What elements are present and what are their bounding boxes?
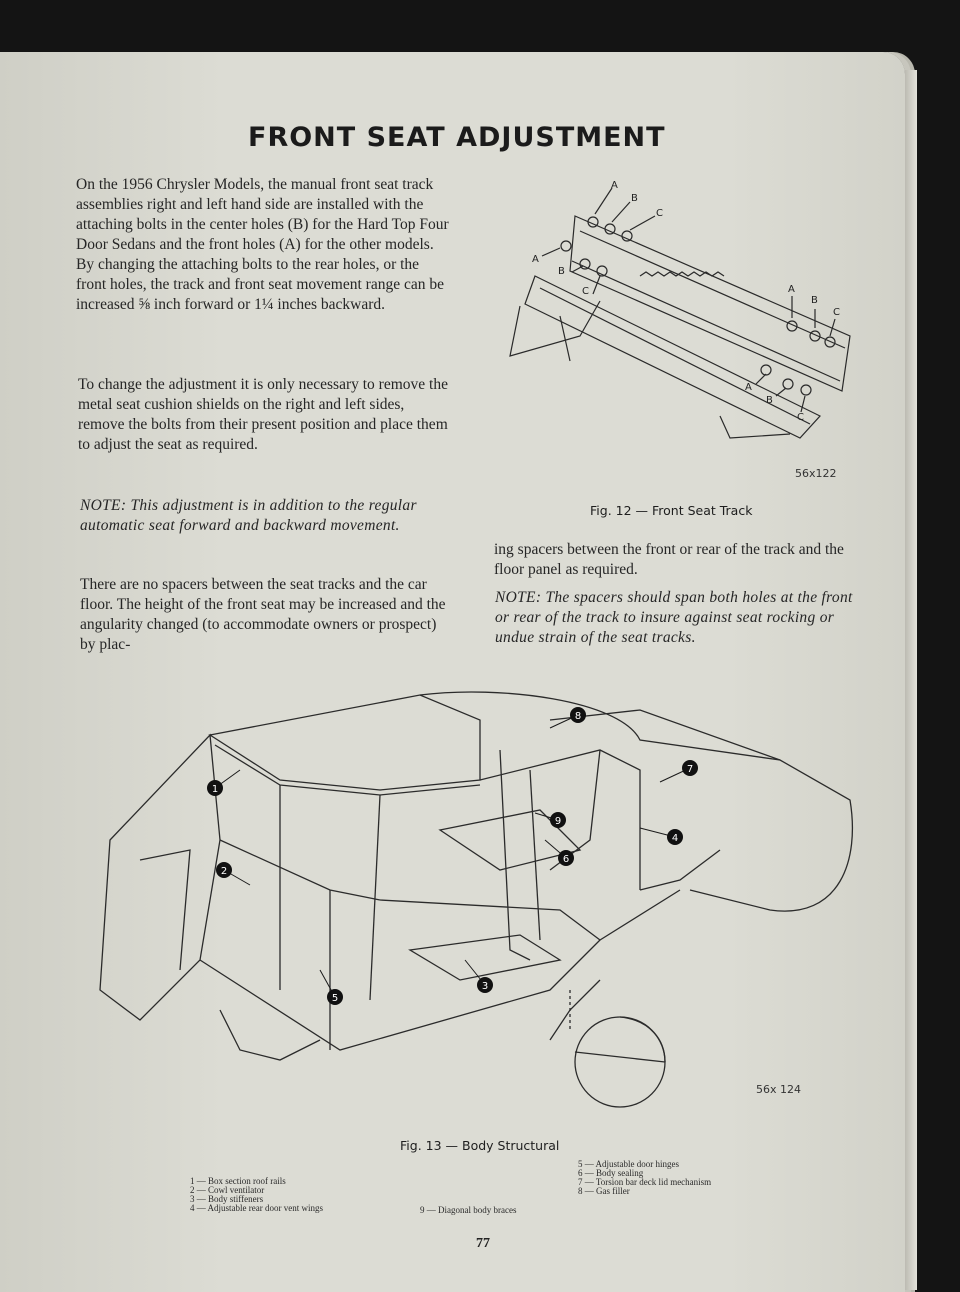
intro-paragraph: On the 1956 Chrysler Models, the manual front seat track assemblies right and left hand side are installed with the attaching bolts in the center holes (B) for the Hard Top Four Door Sedans and the front holes (A) for the other models. By changing the attaching bolts to the rear holes, or the front holes, the track and front seat movement range can be increased ⅝ inch forward or 1¼ inches backward. [76, 176, 449, 313]
fig12-label-b4: B [766, 395, 773, 406]
page-stack-edge [905, 70, 917, 1290]
fig12-caption: Fig. 12 — Front Seat Track [590, 503, 753, 518]
fig13-code: 56x 124 [756, 1083, 801, 1096]
note-spacers: NOTE: The spacers should span both holes at the front or rear of the track to insure against seat rocking or undue strain of the seat tracks. [495, 589, 853, 646]
fig13-callout-leaders [215, 715, 690, 997]
legend-item-9: 9 — Diagonal body braces [420, 1205, 517, 1215]
legend-item-5: 5 — Adjustable door hinges [578, 1159, 679, 1169]
legend-item-1: 1 — Box section roof rails [190, 1176, 286, 1186]
fig13-legend-left [190, 1177, 430, 1213]
callout-5: 5 [331, 993, 339, 1004]
fig12-label-a1: A [611, 180, 618, 191]
page-number: 77 [476, 1236, 490, 1251]
legend-item-2: 2 — Cowl ventilator [190, 1185, 265, 1195]
fig13-caption: Fig. 13 — Body Structural [400, 1138, 560, 1153]
callout-2: 2 [220, 866, 228, 877]
fig13-legend-right [578, 1160, 818, 1196]
note-adjustment: NOTE: This adjustment is in addition to the regular automatic seat forward and backward movement. [80, 497, 417, 534]
legend-item-4: 4 — Adjustable rear door vent wings [190, 1203, 323, 1213]
change-paragraph: To change the adjustment it is only necessary to remove the metal seat cushion shields on the right and left sides, remove the bolts from their present position and place them to adjust the seat as required. [78, 376, 448, 453]
callout-8: 8 [574, 711, 582, 722]
callout-1: 1 [211, 784, 219, 795]
callout-6: 6 [562, 854, 570, 865]
callout-9: 9 [554, 816, 562, 827]
fig12-label-c1: C [656, 208, 663, 219]
fig12-label-c4: C [797, 412, 804, 423]
callout-7: 7 [686, 764, 694, 775]
spacers-paragraph-start: There are no spacers between the seat tracks and the car floor. The height of the front seat may be increased and the angularity changed (to accommodate owners or prospect) by plac- [80, 576, 446, 653]
legend-item-6: 6 — Body sealing [578, 1168, 644, 1178]
fig12-label-a4: A [745, 382, 752, 393]
fig12-label-b3: B [811, 295, 818, 306]
legend-item-8: 8 — Gas filler [578, 1186, 630, 1196]
fig12-label-b1: B [631, 193, 638, 204]
legend-item-3: 3 — Body stiffeners [190, 1194, 264, 1204]
legend-item-7: 7 — Torsion bar deck lid mechanism [578, 1177, 712, 1187]
fig12-label-a2: A [532, 254, 539, 265]
fig12-label-b2: B [558, 266, 565, 277]
fig12-label-c3: C [833, 307, 840, 318]
page-title: FRONT SEAT ADJUSTMENT [248, 122, 666, 153]
fig12-label-a3: A [788, 284, 795, 295]
front-seat-track-drawing [490, 176, 860, 456]
callout-4: 4 [671, 833, 679, 844]
callout-3: 3 [481, 981, 489, 992]
body-structural-drawing [80, 690, 870, 1110]
fig12-code: 56x122 [795, 467, 837, 480]
fig12-label-c2: C [582, 286, 589, 297]
spacers-paragraph-end: ing spacers between the front or rear of the track and the floor panel as required. [494, 541, 844, 578]
